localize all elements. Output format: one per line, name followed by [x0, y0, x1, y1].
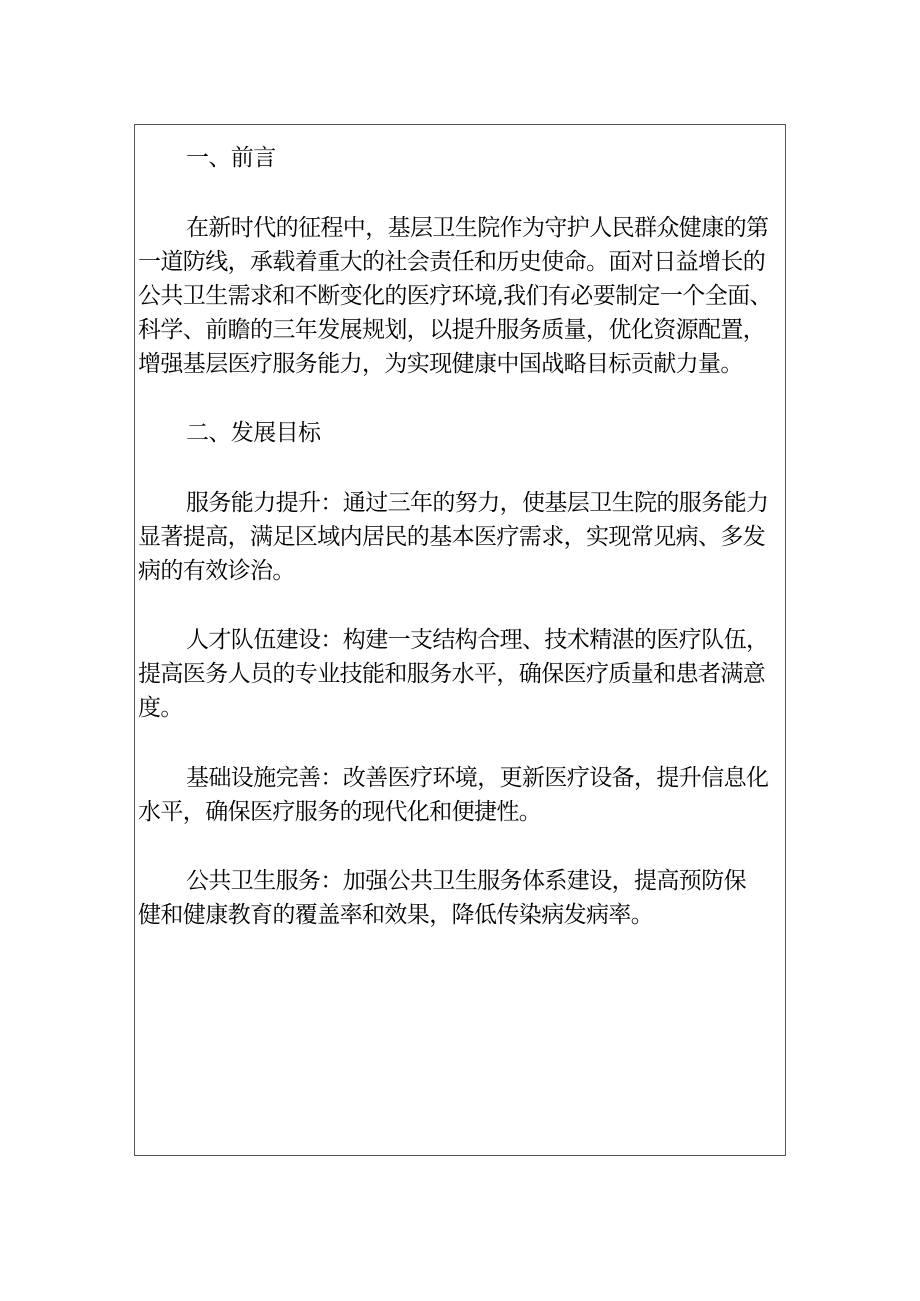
paragraph-line: 提高医务人员的专业技能和服务水平，确保医疗质量和患者满意: [138, 661, 766, 687]
paragraph-line: 显著提高，满足区域内居民的基本医疗需求，实现常见病、多发: [138, 523, 766, 550]
paragraph-infrastructure: [138, 761, 786, 829]
document-frame: [134, 124, 786, 1156]
section-heading-preface: 一、前言: [186, 145, 276, 171]
paragraph-public-health: [138, 864, 786, 932]
paragraph-preface: [138, 211, 786, 381]
paragraph-service-capacity: [138, 486, 786, 588]
paragraph-line: 健和健康教育的覆盖率和效果，降低传染病发病率。: [138, 902, 654, 928]
spacer: [138, 725, 786, 761]
paragraph-line: 水平，确保医疗服务的现代化和便捷性。: [138, 798, 542, 825]
section-heading-goals: 二、发展目标: [186, 420, 321, 446]
spacer: [138, 175, 786, 211]
document-body: [138, 141, 786, 932]
paragraph-line: 增强基层医疗服务能力，为实现健康中国战略目标贡献力量。: [138, 350, 743, 377]
spacer: [138, 450, 786, 486]
spacer: [138, 588, 786, 624]
paragraph-line: 科学、前瞻的三年发展规划，以提升服务质量，优化资源配置，: [138, 316, 766, 343]
paragraph-line: 公共卫生服务：加强公共卫生服务体系建设，提高预防保: [186, 868, 747, 894]
paragraph-line: 度。: [138, 695, 183, 721]
paragraph-line: 病的有效诊治。: [138, 557, 295, 584]
spacer: [138, 829, 786, 865]
spacer: [138, 381, 786, 417]
paragraph-line: 服务能力提升：通过三年的努力，使基层卫生院的服务能力: [186, 489, 769, 516]
paragraph-talent-team: [138, 623, 786, 725]
paragraph-line: 在新时代的征程中，基层卫生院作为守护人民群众健康的第: [186, 214, 769, 241]
paragraph-line: 基础设施完善：改善医疗环境，更新医疗设备，提升信息化: [186, 764, 769, 791]
paragraph-line: 公共卫生需求和不断变化的医疗环境,我们有必要制定一个全面、: [138, 282, 772, 309]
paragraph-line: 一道防线，承载着重大的社会责任和历史使命。面对日益增长的: [138, 248, 766, 275]
paragraph-line: 人才队伍建设：构建一支结构合理、技术精湛的医疗队伍，: [186, 627, 769, 653]
